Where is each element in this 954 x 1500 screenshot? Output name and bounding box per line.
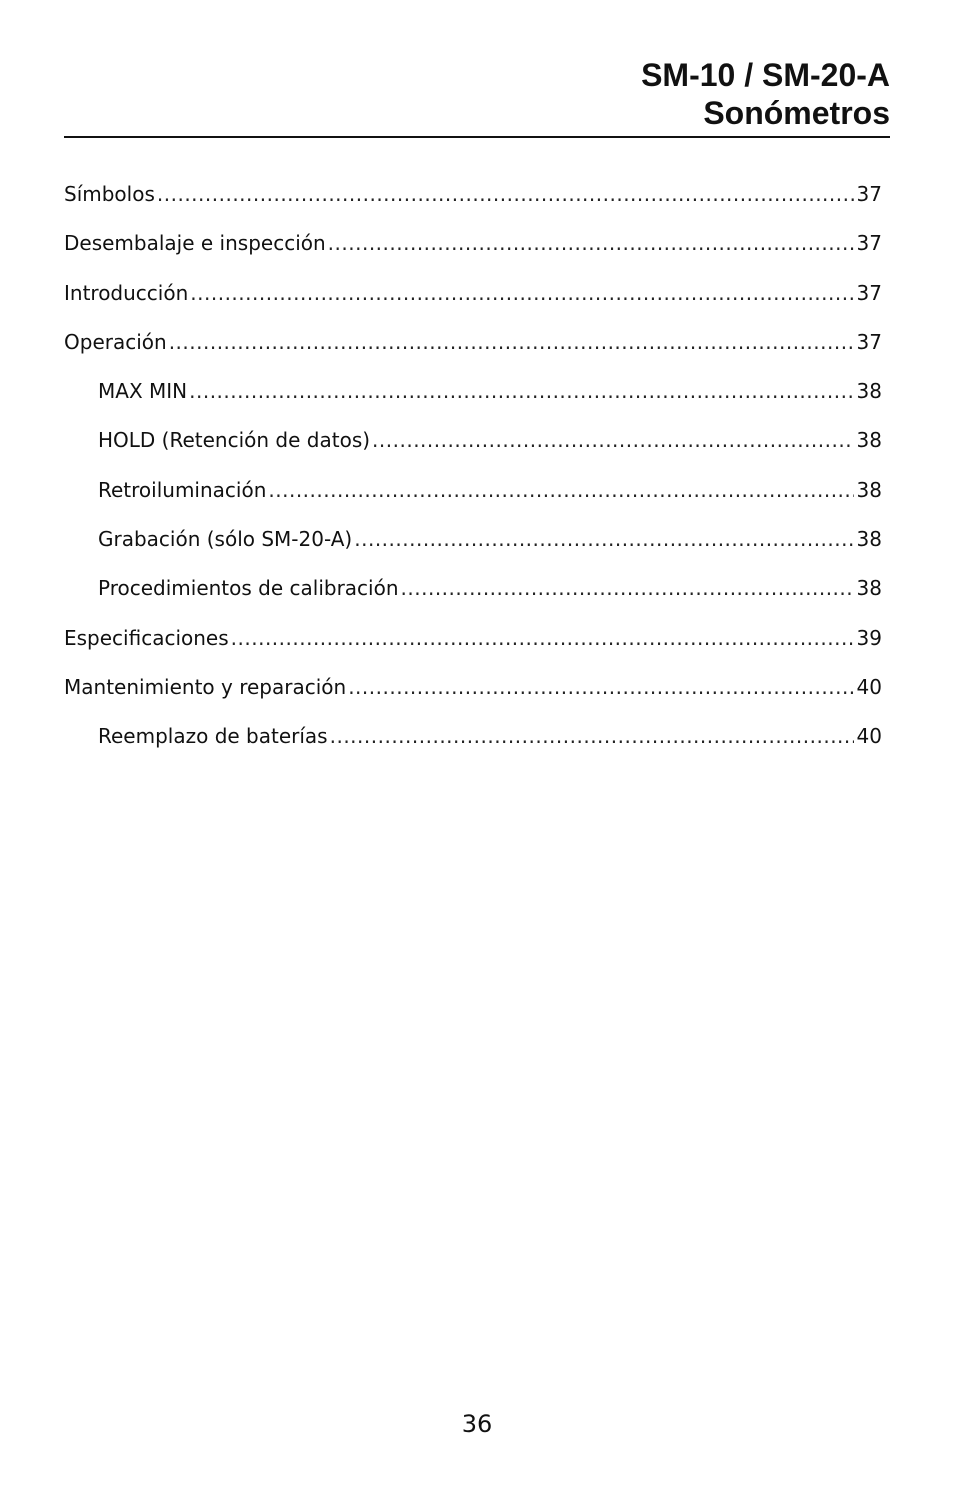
toc-entry-title: Grabación (sólo SM-20-A) (98, 527, 353, 552)
toc-entry-title: Especificaciones (64, 625, 229, 650)
document-title-product: Sonómetros (703, 95, 890, 131)
toc-dot-leader (354, 521, 853, 557)
toc-entry-page: 39 (856, 625, 882, 650)
header-divider (64, 136, 890, 138)
toc-entry-page: 38 (856, 428, 882, 453)
toc-entry-page: 37 (856, 329, 882, 354)
toc-entry-page: 37 (856, 182, 882, 206)
toc-entry-especificaciones[interactable] (64, 620, 882, 669)
toc-entry-mantenimiento[interactable] (64, 669, 882, 718)
toc-entry-operacion[interactable] (64, 324, 882, 373)
toc-entry-grabacion[interactable] (64, 521, 882, 570)
page-number: 36 (461, 1410, 493, 1438)
toc-dot-leader (169, 324, 854, 360)
toc-dot-leader (231, 620, 854, 656)
toc-entry-title: Operación (64, 329, 167, 354)
toc-dot-leader (190, 275, 853, 311)
toc-entry-calibracion[interactable] (64, 570, 882, 619)
toc-entry-page: 38 (856, 527, 882, 552)
toc-dot-leader (268, 472, 853, 508)
toc-entry-page: 37 (856, 231, 882, 256)
toc-entry-title: Procedimientos de calibración (98, 576, 399, 601)
toc-entry-title: HOLD (Retención de datos) (98, 428, 371, 453)
document-title-model: SM-10 / SM-20-A (641, 57, 890, 93)
toc-entry-page: 38 (856, 576, 882, 601)
toc-entry-title: Símbolos (64, 182, 155, 206)
toc-dot-leader (328, 225, 854, 261)
toc-entry-page: 38 (856, 379, 882, 404)
toc-entry-title: Introducción (64, 280, 189, 305)
toc-entry-max-min[interactable] (64, 373, 882, 422)
toc-entry-reemplazo-baterias[interactable] (64, 718, 882, 767)
toc-entry-desembalaje[interactable] (64, 225, 882, 274)
toc-entry-retroiluminacion[interactable] (64, 472, 882, 521)
toc-entry-title: Reemplazo de baterías (98, 724, 328, 749)
toc-entry-hold[interactable] (64, 422, 882, 471)
toc-entry-page: 37 (856, 280, 882, 305)
table-of-contents (64, 176, 882, 768)
toc-dot-leader (157, 176, 854, 212)
toc-dot-leader (348, 669, 853, 705)
toc-entry-title: MAX MIN (98, 379, 188, 404)
toc-entry-title: Desembalaje e inspección (64, 231, 326, 256)
toc-dot-leader (189, 373, 853, 409)
toc-dot-leader (372, 422, 854, 458)
toc-dot-leader (330, 718, 854, 754)
toc-entry-page: 38 (856, 477, 882, 502)
toc-dot-leader (401, 570, 854, 606)
toc-entry-title: Retroiluminación (98, 477, 267, 502)
toc-entry-title: Mantenimiento y reparación (64, 674, 347, 699)
toc-entry-simbolos[interactable] (64, 176, 882, 225)
toc-entry-page: 40 (856, 724, 882, 749)
toc-entry-page: 40 (856, 674, 882, 699)
document-title (64, 56, 890, 132)
toc-entry-introduccion[interactable] (64, 275, 882, 324)
